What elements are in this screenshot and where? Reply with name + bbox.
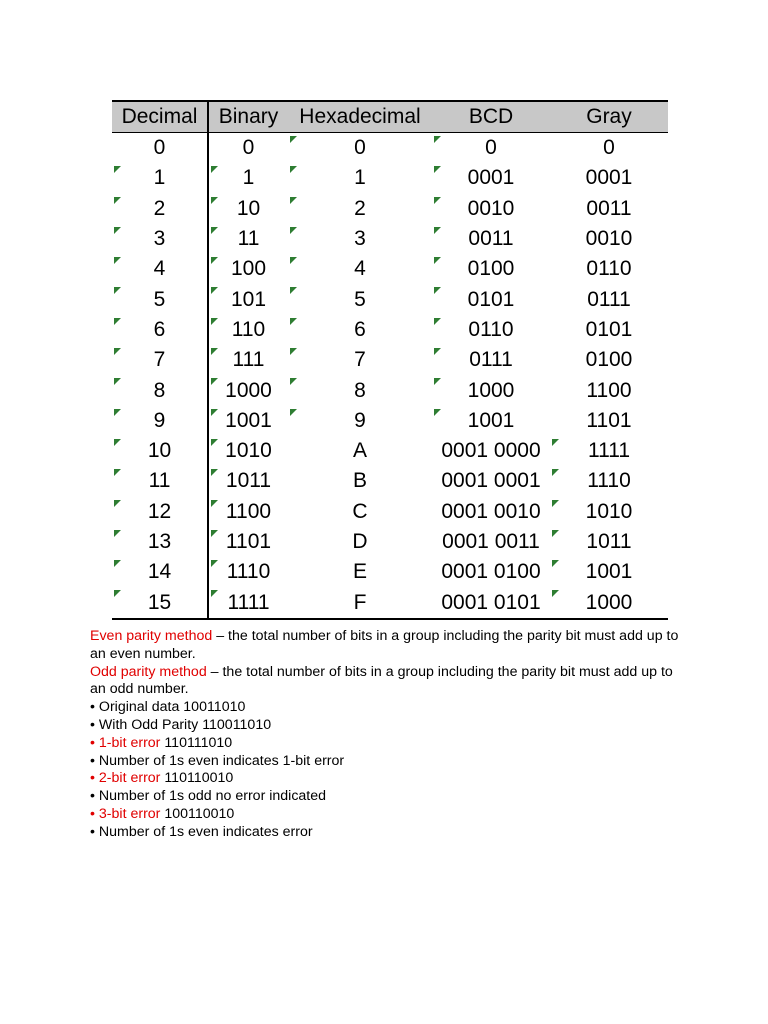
cell-gray: 0 [603,136,615,160]
bullet-text: 110111010 [160,734,233,751]
odd-parity-term: Odd parity method [90,663,207,680]
cell-decimal: 12 [112,497,208,527]
cell-decimal: 7 [112,345,208,375]
cell-decimal: 6 [112,315,208,345]
cell-bcd: 0001 0011 [442,530,540,553]
cell-hexadecimal: 3 [288,224,432,254]
cell-gray: 0100 [585,348,633,372]
cell-gray: 1111 [550,436,668,466]
cell-binary: 0 [242,136,255,160]
bullet-item [90,770,690,788]
cell-bcd: 0111 [432,345,550,375]
bullet-item [90,824,690,842]
bullet-text: • Number of 1s even indicates error [90,823,313,840]
table-row [112,315,668,345]
header-gray: Gray [550,101,668,133]
cell-hexadecimal: 7 [288,345,432,375]
cell-gray: 0010 [585,227,633,251]
cell-gray: 1110 [550,466,668,496]
bullet-text: • Number of 1s odd no error indicated [90,788,327,805]
cell-bcd: 0010 [432,194,550,224]
bullet-text: 110110010 [160,770,234,787]
table-row [112,163,668,193]
cell-decimal: 8 [112,375,208,405]
cell-decimal: 11 [112,466,208,496]
cell-binary: 1001 [208,406,288,436]
table-row [112,133,668,164]
bullet-item [90,717,690,735]
cell-hexadecimal: 9 [288,406,432,436]
cell-binary: 11 [208,224,288,254]
even-parity-paragraph [90,628,690,664]
bullet-list [90,699,690,841]
cell-binary: 111 [208,345,288,375]
table-row [112,436,668,466]
cell-gray: 0101 [585,317,633,341]
table-header-row [112,101,668,133]
cell-decimal: 0 [112,133,208,164]
cell-gray: 1010 [550,497,668,527]
table-row [112,497,668,527]
cell-binary: 101 [208,284,288,314]
odd-parity-paragraph [90,664,690,700]
table-row [112,224,668,254]
cell-gray: 0011 [586,196,632,220]
header-decimal: Decimal [112,101,208,133]
cell-decimal: 5 [112,284,208,314]
cell-decimal: 10 [112,436,208,466]
cell-hexadecimal: 8 [288,375,432,405]
cell-hexadecimal: 4 [288,254,432,284]
cell-bcd: 0001 0000 [441,439,541,463]
bullet-text: • Original data 10011010 [90,699,246,716]
number-system-table [112,100,668,620]
header-binary: Binary [208,101,288,133]
even-parity-term: Even parity method [90,628,213,644]
table-row [112,284,668,314]
cell-decimal: 13 [112,527,208,557]
cell-decimal: 14 [112,557,208,587]
cell-decimal: 2 [112,194,208,224]
cell-hexadecimal: E [352,560,367,584]
cell-gray: 1011 [550,527,668,557]
header-hexadecimal: Hexadecimal [288,101,432,133]
bullet-item [90,788,690,806]
cell-gray: 1000 [550,587,668,618]
table-row [112,527,668,557]
cell-bcd: 0110 [432,315,550,345]
cell-binary: 1000 [208,375,288,405]
bullet-item [90,735,690,753]
cell-hexadecimal: B [352,469,367,493]
table-row [112,194,668,224]
number-system-table-container [112,100,668,620]
cell-gray: 1001 [550,557,668,587]
even-parity-text: – the total number of bits in a group including the parity bit must add up to an even number. [90,628,679,662]
bullet-text: • Number of 1s even indicates 1-bit error [90,752,345,769]
cell-hexadecimal: 1 [288,163,432,193]
cell-bcd: 0011 [432,224,550,254]
cell-hexadecimal: 5 [288,284,432,314]
cell-binary: 10 [208,194,288,224]
cell-gray: 0001 [585,166,633,190]
bullet-item [90,699,690,717]
cell-bcd: 0001 0001 [441,469,541,493]
table-row [112,254,668,284]
bullet-error-label: • 1-bit error [90,734,161,751]
cell-bcd: 0100 [432,254,550,284]
table-row [112,587,668,618]
cell-bcd: 1000 [432,375,550,405]
cell-gray: 1101 [586,408,632,432]
table-row [112,345,668,375]
cell-hexadecimal: A [352,439,367,463]
bullet-error-label: • 2-bit error [90,770,161,787]
cell-bcd: 0101 [432,284,550,314]
table-body [112,133,668,619]
cell-binary: 1100 [208,497,288,527]
header-bcd: BCD [432,101,550,133]
cell-binary: 1011 [208,466,288,496]
parity-notes [90,628,690,842]
cell-gray: 0110 [586,257,632,281]
bullet-text: • With Odd Parity 110011010 [90,716,272,733]
bullet-item [90,753,690,771]
cell-binary: 1111 [208,587,288,618]
bullet-text: 100110010 [160,805,235,822]
bullet-item [90,806,690,824]
cell-bcd: 0001 0010 [441,499,541,523]
cell-binary: 110 [208,315,288,345]
cell-decimal: 3 [112,224,208,254]
cell-bcd: 0001 0100 [441,560,541,584]
cell-bcd: 0 [432,133,550,164]
table-row [112,406,668,436]
cell-hexadecimal: 0 [288,133,432,164]
table-row [112,466,668,496]
cell-decimal: 9 [112,406,208,436]
cell-binary: 1101 [208,527,288,557]
cell-hexadecimal: 6 [288,315,432,345]
cell-decimal: 4 [112,254,208,284]
cell-hexadecimal: 2 [288,194,432,224]
cell-hexadecimal: F [288,587,432,618]
cell-binary: 100 [208,254,288,284]
cell-hexadecimal: C [352,499,368,523]
bullet-error-label: • 3-bit error [90,805,161,822]
cell-gray: 0111 [587,287,631,311]
cell-hexadecimal: D [352,530,368,553]
cell-bcd: 0001 [432,163,550,193]
table-row [112,557,668,587]
cell-bcd: 0001 0101 [432,587,550,618]
cell-decimal: 15 [112,587,208,618]
cell-bcd: 1001 [432,406,550,436]
cell-gray: 1100 [586,378,632,402]
odd-parity-text: – the total number of bits in a group including the parity bit must add up to an odd number. [90,663,673,698]
cell-binary: 1110 [208,557,288,587]
cell-decimal: 1 [112,163,208,193]
table-row [112,375,668,405]
cell-binary: 1010 [208,436,288,466]
cell-binary: 1 [208,163,288,193]
